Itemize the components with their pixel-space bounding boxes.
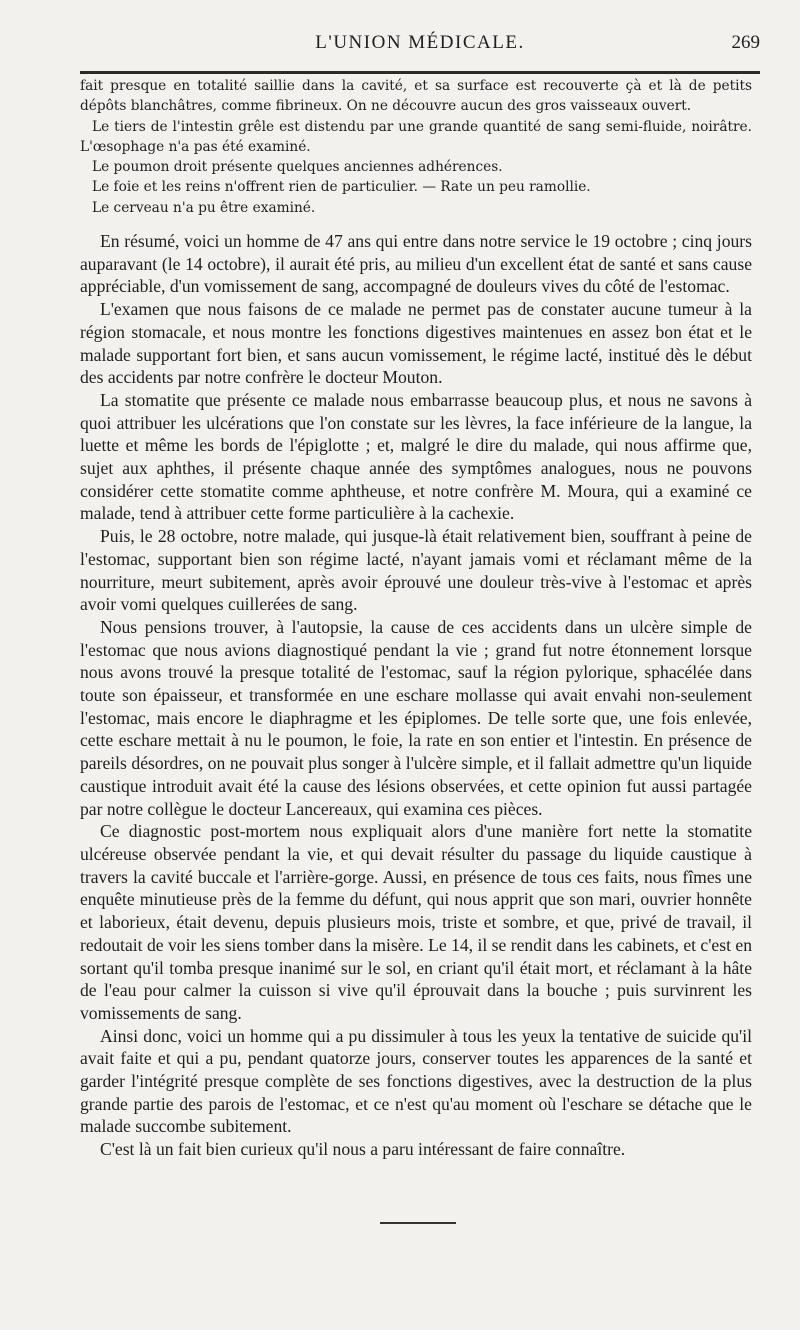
page-number: 269 <box>731 32 760 53</box>
autopsy-paragraph: Le foie et les reins n'offrent rien de particulier. — Rate un peu ramollie. <box>92 179 591 196</box>
discussion-paragraph: C'est là un fait bien curieux qu'il nous a paru intéressant de faire connaître. <box>100 1139 626 1160</box>
header-rule <box>80 71 760 74</box>
autopsy-paragraph: fait presque en totalité saillie dans la cavité, et sa surface est recouverte çà et là de petits dépôts blanchâtres, comme fibrineux. On ne découvre aucun des gros vaisseaux ouvert. <box>80 78 752 115</box>
autopsy-paragraph: Le cerveau n'a pu être examiné. <box>92 199 316 216</box>
discussion-paragraph: L'examen que nous faisons de ce malade ne permet pas de constater aucune tumeur à la région stomacale, et nous montre les fonctions digestives maintenues en assez bon état et le malade supportant fort bien, et sans aucun vomissement, le régime lacté, institué dès le début des accidents par notre confrère le docteur Mouton. <box>80 299 752 388</box>
discussion-paragraph: Ainsi donc, voici un homme qui a pu dissimuler à tous les yeux la tentative de suicide qu'il avait faite et qui a pu, pendant quatorze jours, conserver toutes les apparences de la santé et garder l'intégrité presque complète de ses fonctions digestives, avec la destruction de la plus grande partie des parois de l'estomac, et ce n'est qu'au moment où l'eschare se détache que le malade succombe subitement. <box>80 1025 752 1137</box>
case-discussion <box>80 230 752 1161</box>
discussion-paragraph: En résumé, voici un homme de 47 ans qui entre dans notre service le 19 octobre ; cinq jours auparavant (le 14 octobre), il aurait été pris, au milieu d'un excellent état de santé et sans cause appréciable, d'un vomissement de sang, accompagné de douleurs vives du côté de l'estomac. <box>80 231 752 297</box>
section-end-rule <box>380 1222 456 1224</box>
autopsy-paragraph: Le poumon droit présente quelques anciennes adhérences. <box>92 159 503 176</box>
autopsy-paragraph: Le tiers de l'intestin grêle est distendu par une grande quantité de sang semi-fluide, noirâtre. L'œsophage n'a pas été examiné. <box>80 118 752 155</box>
discussion-paragraph: Puis, le 28 octobre, notre malade, qui jusque-là était relativement bien, souffrant à peine de l'estomac, supportant bien son régime lacté, n'ayant jamais vomi et réclamant même de la nourriture, meurt subitement, après avoir éprouvé une douleur très-vive à l'estomac et après avoir vomi quelques cuillerées de sang. <box>80 526 752 615</box>
discussion-paragraph: Ce diagnostic post-mortem nous expliquait alors d'une manière fort nette la stomatite ulcéreuse observée pendant la vie, et qui devait résulter du passage du liquide caustique à travers la cavité buccale et l'arrière-gorge. Aussi, en présence de tous ces faits, nous fîmes une enquête minutieuse près de la femme du défunt, qui nous apprit que son mari, ouvrier honnête et laborieux, était devenu, depuis plusieurs mois, triste et sombre, et que, privé de travail, il redoutait de voir les siens tomber dans la misère. Le 14, il se rendit dans les cabinets, et c'est en sortant qu'il tomba presque inanimé sur le sol, en criant qu'il était mort, et réclamant à la hâte de l'eau pour calmer la cuisson si vive qu'il éprouvait dans la bouche ; puis survinrent les vomissements de sang. <box>80 821 752 1023</box>
discussion-paragraph: Nous pensions trouver, à l'autopsie, la cause de ces accidents dans un ulcère simple de l'estomac que nous avions diagnostiqué pendant la vie ; grand fut notre étonnement lorsque nous avons trouvé la presque totalité de l'estomac, sauf la région pylorique, sphacélée dans toute son épaisseur, et transformée en une eschare mollasse qui avait envahi non-seulement l'estomac, mais encore le diaphragme et les épiplomes. De telle sorte que, une fois enlevée, cette eschare mettait à nu le poumon, le foie, la rate en son entier et l'intestin. En présence de pareils désordres, on ne pouvait plus songer à l'ulcère simple, et il fallait admettre qu'un liquide caustique introduit avait été la cause des lésions observées, et cette opinion fut aussi partagée par notre collègue le docteur Lancereaux, qui examina ces pièces. <box>80 616 752 819</box>
discussion-paragraph: La stomatite que présente ce malade nous embarrasse beaucoup plus, et nous ne savons à quoi attribuer les ulcérations que l'on constate sur les lèvres, la face inférieure de la langue, la luette et même les bords de l'épiglotte ; et, malgré le dire du malade, qui nous affirme que, sujet aux aphthes, il présente chaque année des symptômes analogues, nous ne pouvons considérer cette stomatite comme aphtheuse, et notre confrère M. Moura, qui a examiné ce malade, tend à attribuer cette forme particulière à la cachexie. <box>80 389 752 524</box>
autopsy-findings <box>80 76 752 218</box>
page-header <box>80 30 760 60</box>
running-title: L'UNION MÉDICALE. <box>315 32 525 53</box>
